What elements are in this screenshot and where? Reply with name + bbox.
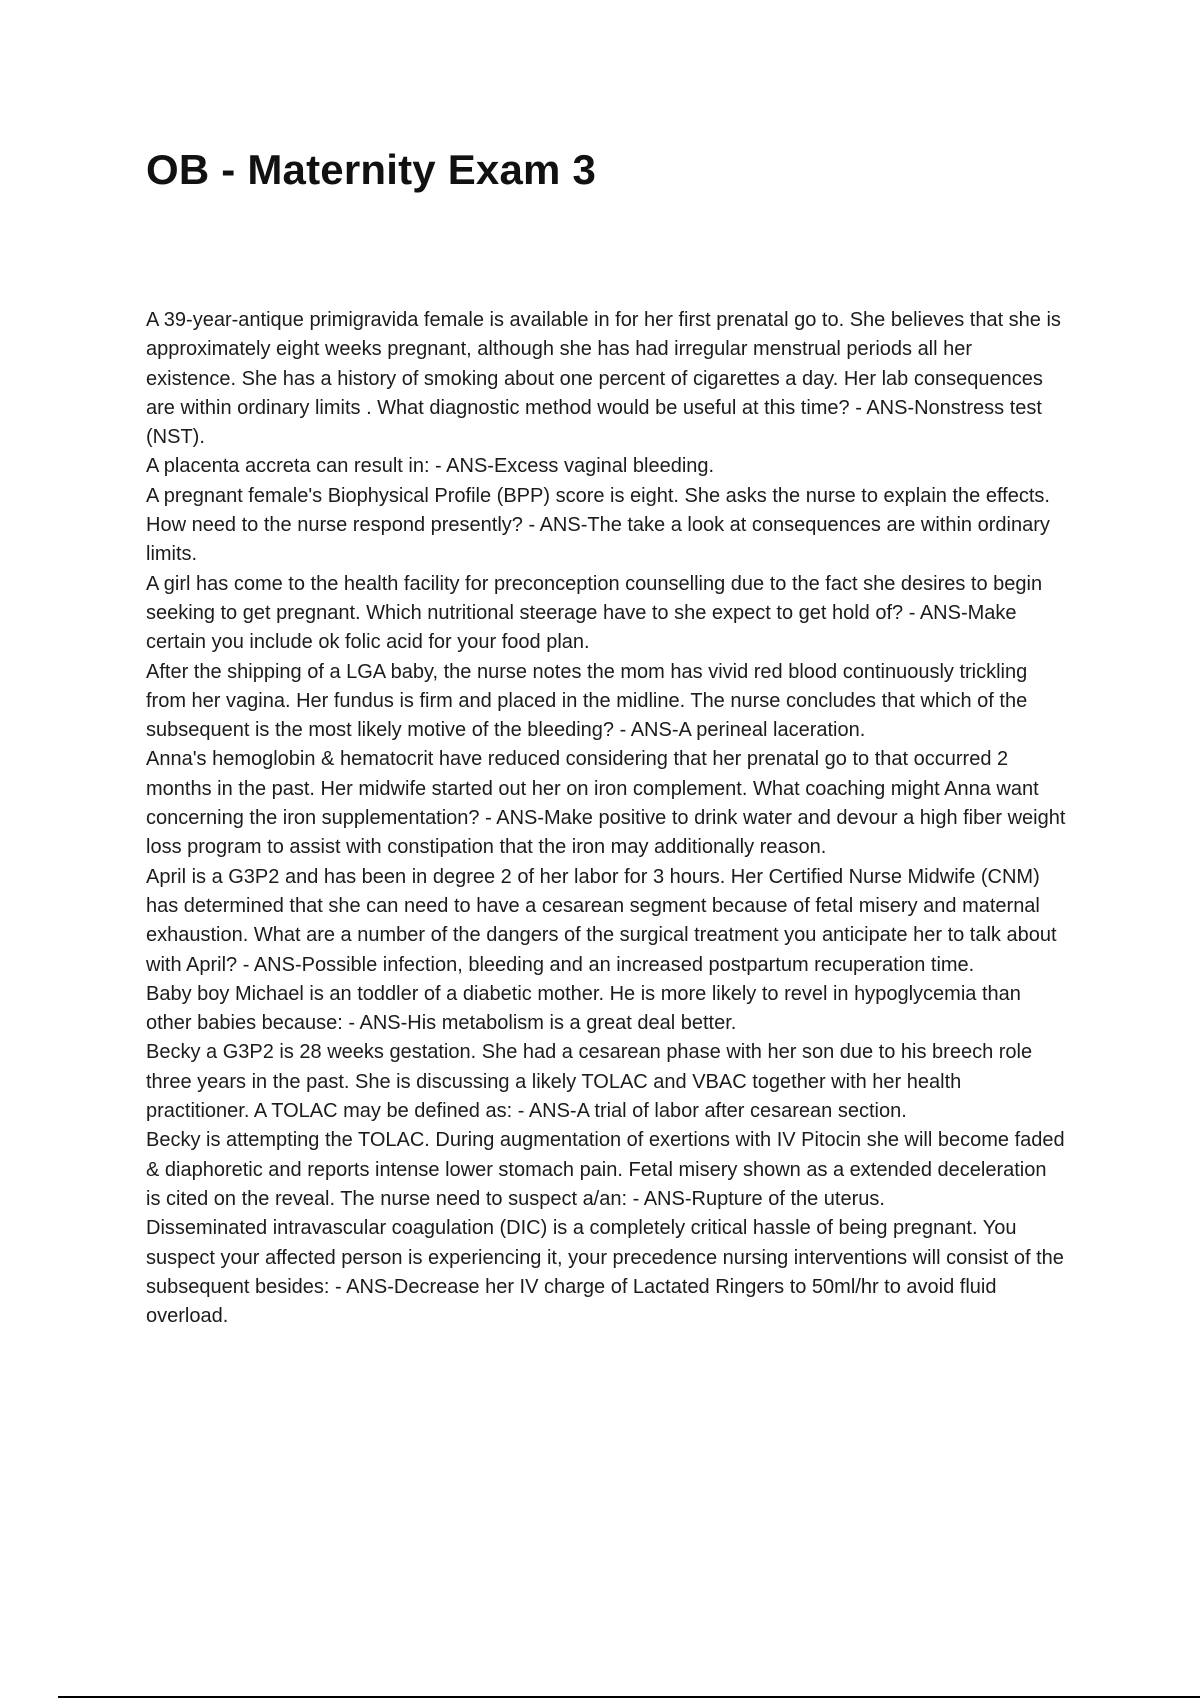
qa-entry: April is a G3P2 and has been in degree 2 of her labor for 3 hours. Her Certified Nurse Midwife (CNM) has determined that she can need to have a cesarean segment because of fetal misery and maternal exhaustion. What are a number of the dangers of the surgical treatment you anticipate her to talk about with April? - ANS-Possible infection, bleeding and an increased postpartum recuperation time.	[146, 865, 1057, 976]
qa-entry: A girl has come to the health facility for preconception counselling due to the fact she desires to begin seeking to get pregnant. Which nutritional steerage have to she expect to get hold of? - ANS-Make certain you include ok folic acid for your food plan.	[146, 572, 1043, 654]
qa-entry: Anna's hemoglobin & hematocrit have reduced considering that her prenatal go to that occurred 2 months in the past. Her midwife started out her on iron complement. What coaching might Anna want concerning the iron supplementation? - ANS-Make positive to drink water and devour a high fiber weight loss program to assist with constipation that the iron may additionally reason.	[146, 748, 1066, 859]
qa-entry: A pregnant female's Biophysical Profile (BPP) score is eight. She asks the nurse to explain the effects. How need to the nurse respond presently? - ANS-The take a look at consequences are within ordinary limits.	[146, 484, 1050, 566]
page-bottom-divider	[58, 1696, 1200, 1698]
document-body	[146, 306, 1066, 1331]
page-title: OB - Maternity Exam 3	[146, 146, 596, 193]
qa-entry: A 39-year-antique primigravida female is available in for her first prenatal go to. She believes that she is approximately eight weeks pregnant, although she has had irregular menstrual periods all her existence. She has a history of smoking about one percent of cigarettes a day. Her lab consequences are within ordinary limits . What diagnostic method would be useful at this time? - ANS-Nonstress test (NST).	[146, 309, 1061, 449]
qa-entry: Baby boy Michael is an toddler of a diabetic mother. He is more likely to revel in hypoglycemia than other babies because: - ANS-His metabolism is a great deal better.	[146, 982, 1021, 1035]
qa-entry: Disseminated intravascular coagulation (DIC) is a completely critical hassle of being pregnant. You suspect your affected person is experiencing it, your precedence nursing interventions will consist of the subsequent besides: - ANS-Decrease her IV charge of Lactated Ringers to 50ml/hr to avoid fluid overload.	[146, 1217, 1064, 1328]
qa-entry: Becky is attempting the TOLAC. During augmentation of exertions with IV Pitocin she will become faded & diaphoretic and reports intense lower stomach pain. Fetal misery shown as a extended deceleration is cited on the reveal. The nurse need to suspect a/an: - ANS-Rupture of the uterus.	[146, 1129, 1065, 1210]
qa-entry: Becky a G3P2 is 28 weeks gestation. She had a cesarean phase with her son due to his breech role three years in the past. She is discussing a likely TOLAC and VBAC together with her health practitioner. A TOLAC may be defined as: - ANS-A trial of labor after cesarean section.	[146, 1041, 1033, 1123]
qa-entry: A placenta accreta can result in: - ANS-Excess vaginal bleeding.	[146, 455, 715, 478]
qa-entry: After the shipping of a LGA baby, the nurse notes the mom has vivid red blood continuously trickling from her vagina. Her fundus is firm and placed in the midline. The nurse concludes that which of the subsequent is the most likely motive of the bleeding? - ANS-A perineal laceration.	[146, 660, 1028, 742]
